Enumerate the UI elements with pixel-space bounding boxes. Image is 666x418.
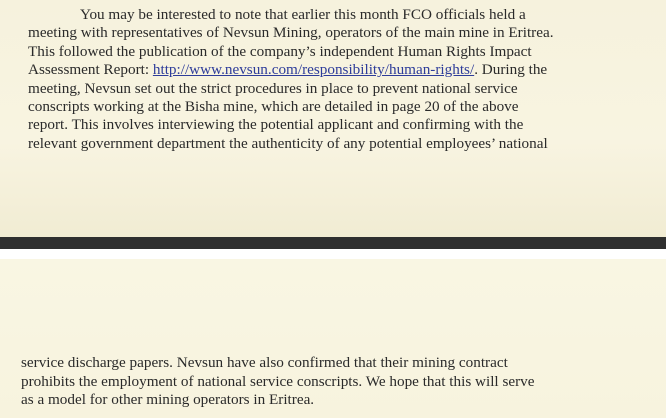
- bottom-line-1: service discharge papers. Nevsun have also confirmed that their mining contract: [21, 354, 508, 371]
- top-line-1: You may be interested to note that earlier this month FCO officials held a: [80, 6, 526, 23]
- top-line-4: [28, 61, 648, 79]
- top-line-6: conscripts working at the Bisha mine, which are detailed in page 20 of the above: [28, 98, 519, 116]
- bottom-line-2: prohibits the employment of national service conscripts. We hope that this will serve: [21, 372, 535, 390]
- top-line-4-prefix: Assessment Report:: [28, 61, 153, 79]
- top-line-5: meeting, Nevsun set out the strict procedures in place to prevent national service: [28, 79, 518, 97]
- top-line-8: relevant government department the authenticity of any potential employees’ national: [28, 134, 548, 152]
- top-line-2: meeting with representatives of Nevsun Mining, operators of the main mine in Eritrea.: [28, 24, 554, 42]
- top-line-7: report. This involves interviewing the potential applicant and confirming with the: [28, 116, 524, 134]
- page-divider-gap: [0, 249, 666, 259]
- top-line-3: This followed the publication of the company’s independent Human Rights Impact: [28, 42, 532, 60]
- top-line-4-suffix: . During the: [474, 61, 548, 79]
- bottom-line-3: as a model for other mining operators in Eritrea.: [21, 391, 315, 409]
- human-rights-link[interactable]: http://www.nevsun.com/responsibility/human-rights/: [152, 61, 475, 79]
- bottom-paragraph: [21, 354, 651, 410]
- top-paragraph: [28, 6, 648, 153]
